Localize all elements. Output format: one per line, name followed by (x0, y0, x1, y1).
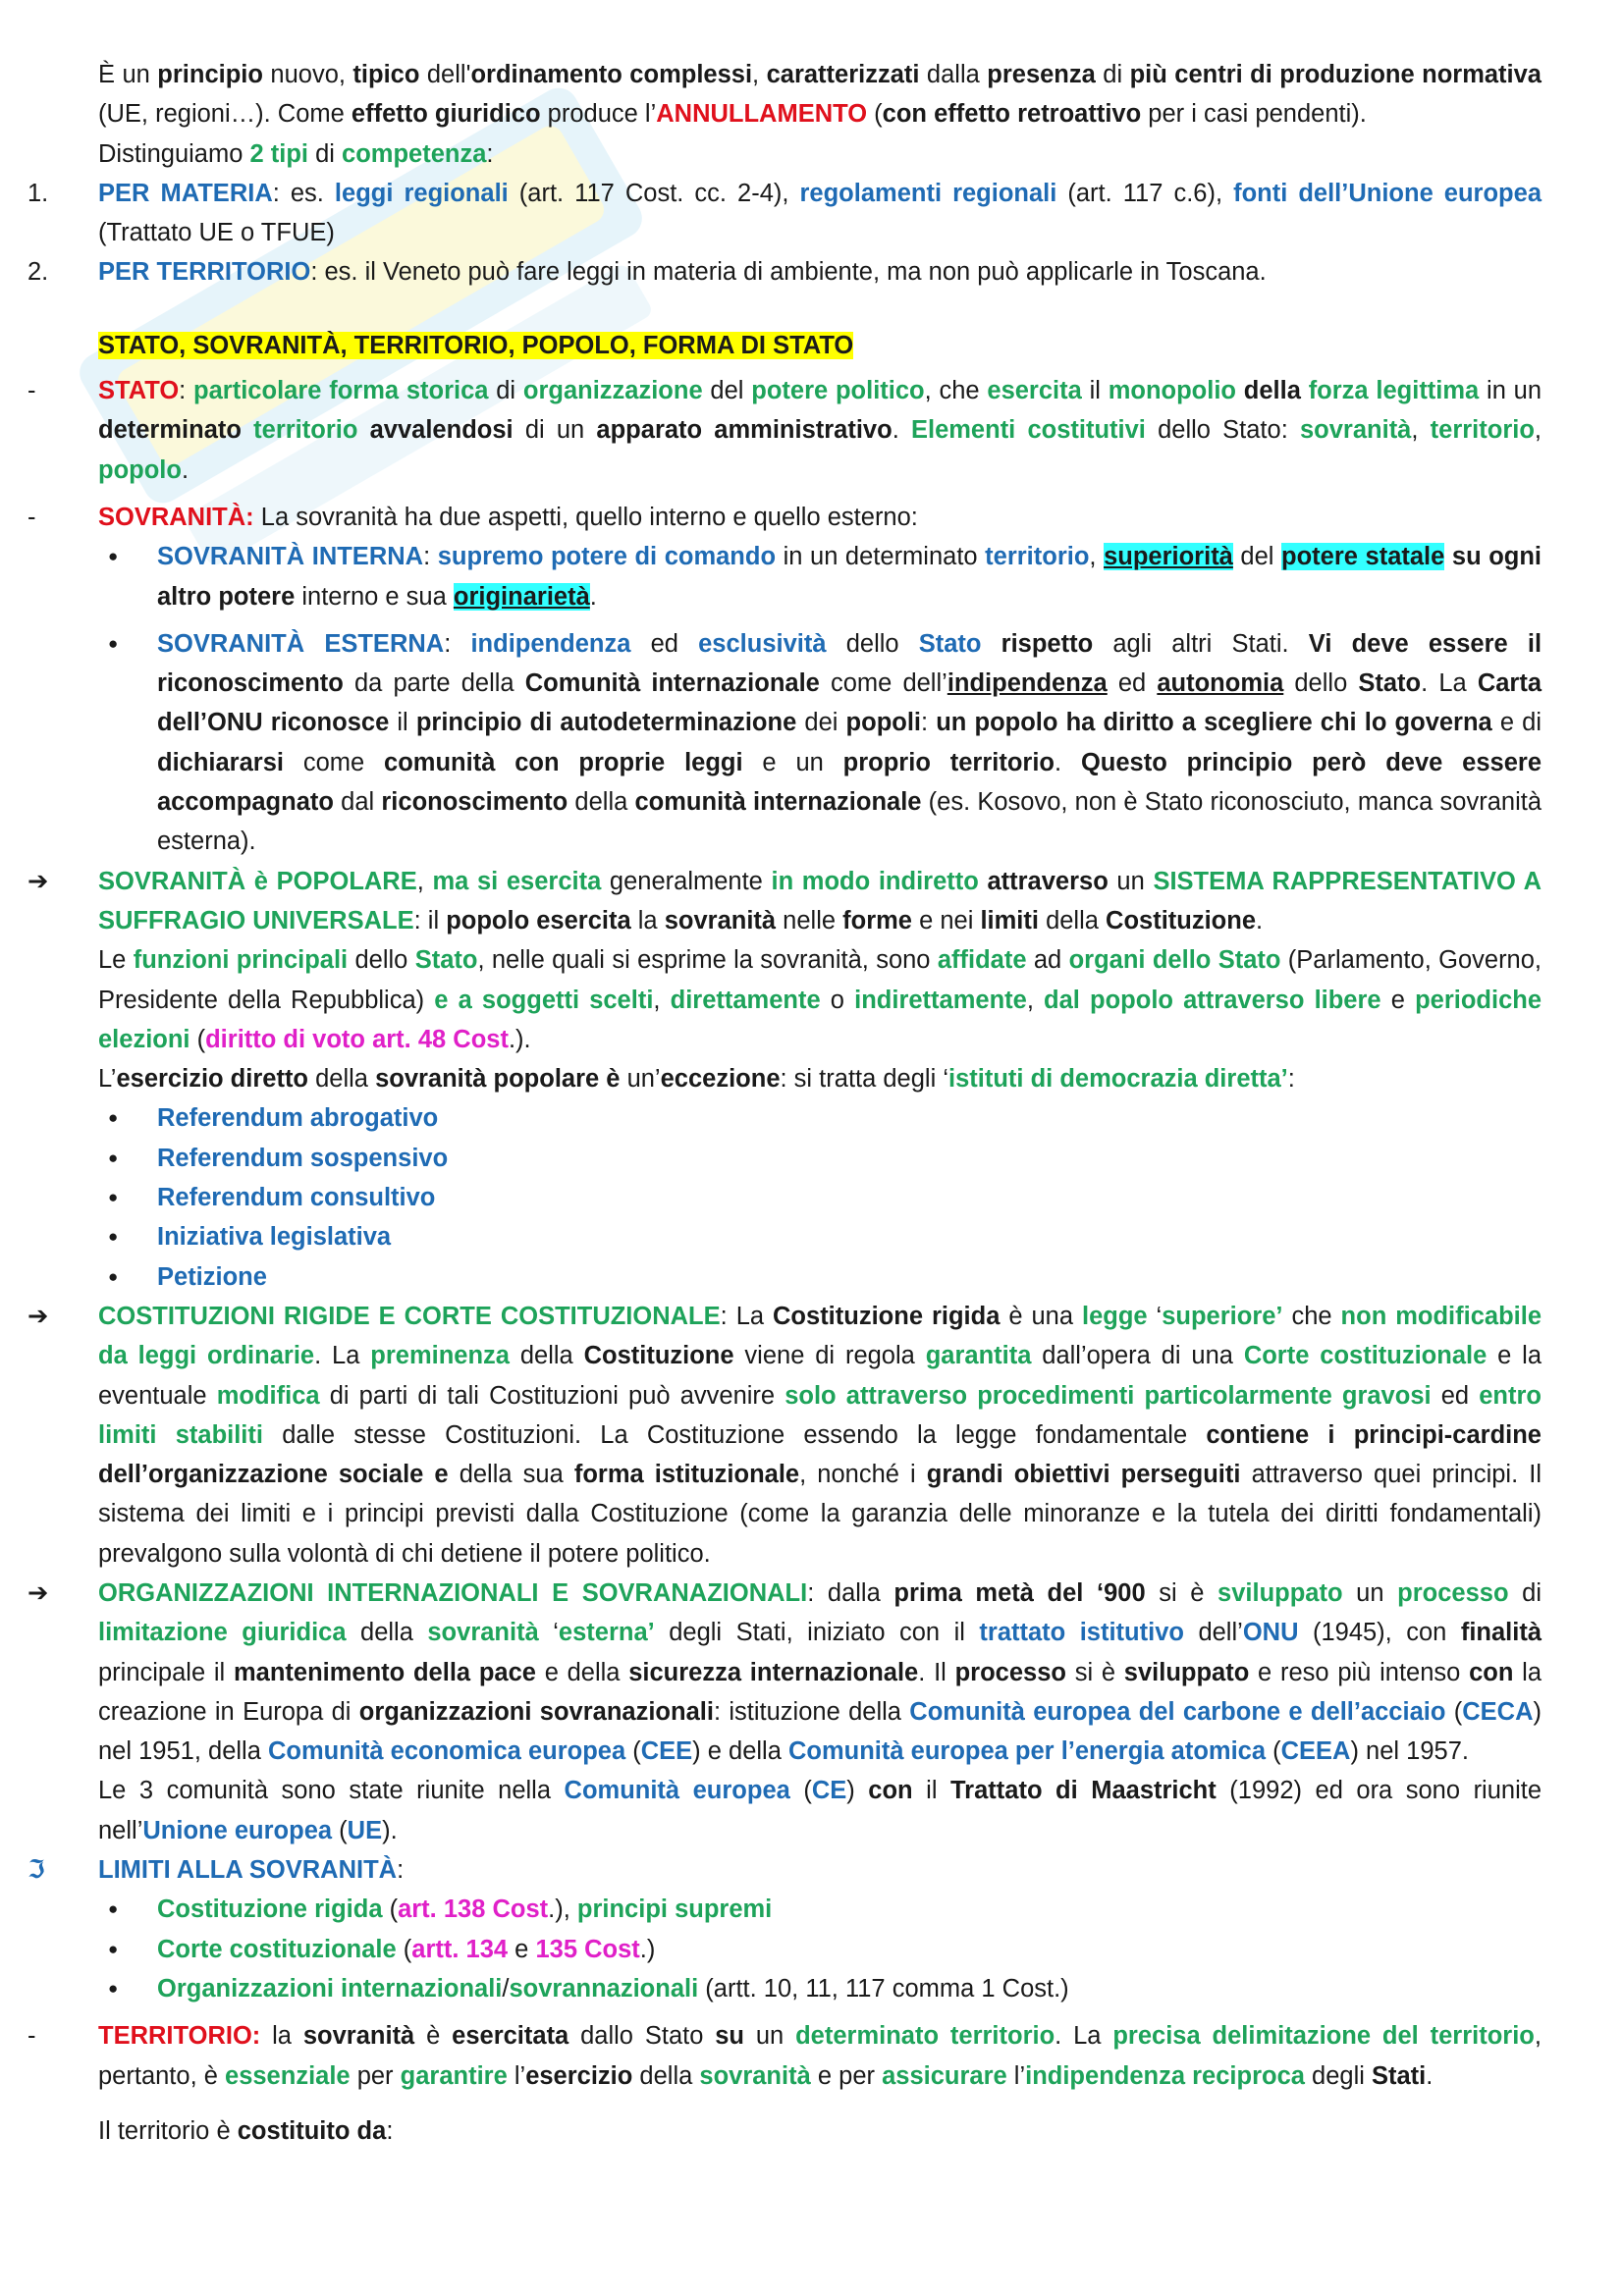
arrow-icon: ➔ (27, 867, 49, 895)
list-item: ● Iniziativa legislativa (98, 1217, 1542, 1256)
stato-definition: - STATO: particolare forma storica di organizzazione del potere politico, che esercita il monopolio della forza legittima in un determinato territorio avvalendosi di un apparato amministrativo. Elementi costitutivi dello Stato: sovranità, territorio, popolo. (27, 377, 1542, 484)
territorio-definition: - TERRITORIO: la sovranità è esercitata dallo Stato su un determinato territorio. La precisa delimitazione del territorio, pertanto, è essenziale per garantire l’esercizio della sovranità e per assicurare l’indipendenza reciproca degli Stati. (27, 2022, 1542, 2090)
intro-paragraph: È un principio nuovo, tipico dell'ordinamento complessi, caratterizzati dalla presenza di più centri di produzione normativa (UE, regioni…). Come effetto giuridico produce l’ANNULLAMENTO (con effetto retroattivo per i casi pendenti). (98, 61, 1542, 129)
comunita-paragraph: Le 3 comunità sono state riunite nella Comunità europea (CE) con il Trattato di Maastricht (1992) ed ora sono riunite nell’Unione europea (UE). (98, 1777, 1542, 1844)
territorio-costituito-line: Il territorio è costituito da: (98, 2116, 394, 2145)
section-heading: STATO, SOVRANITÀ, TERRITORIO, POPOLO, FORMA DI STATO (98, 331, 854, 359)
list-item: ● Referendum sospensivo (98, 1139, 1542, 1178)
limiti-sovranita: ℑ LIMITI ALLA SOVRANITÀ: (98, 1850, 1542, 1890)
funzioni-paragraph: Le funzioni principali dello Stato, nelle quali si esprime la sovranità, sono affidate ad organi dello Stato (Parlamento, Governo, Presidente della Repubblica) e a soggetti scelti, direttamente o indirettamente, dal popolo attraverso libere e periodiche elezioni (diritto di voto art. 48 Cost.). (98, 946, 1542, 1053)
arrow-icon: ➔ (27, 1578, 49, 1607)
competenza-territorio: 2. PER TERRITORIO: es. il Veneto può fare leggi in materia di ambiente, ma non può applicarle in Toscana. (27, 258, 1267, 287)
list-item: ● Costituzione rigida (art. 138 Cost.), principi supremi (98, 1890, 1542, 1929)
list-item: ● Referendum abrogativo (98, 1098, 1542, 1138)
list-item: ● Referendum consultivo (98, 1178, 1542, 1217)
sovranita-interna-item: ● SOVRANITÀ INTERNA: supremo potere di comando in un determinato territorio, superiorità del potere statale su ogni altro potere interno e sua originarietà. (98, 537, 1542, 616)
competenza-materia: 1. PER MATERIA: es. leggi regionali (art. 117 Cost. cc. 2-4), regolamenti regionali (art. 117 c.6), fonti dell’Unione europea (Trattato UE o TFUE) (27, 179, 1542, 247)
esercizio-diretto-line: L’esercizio diretto della sovranità popolare è un’eccezione: si tratta degli ‘istituti di democrazia diretta’: (98, 1065, 1295, 1094)
sovranita-esterna-item: ● SOVRANITÀ ESTERNA: indipendenza ed esclusività dello Stato rispetto agli altri Stati. Vi deve essere il riconoscimento da parte della Comunità internazionale come dell’indipendenza ed autonomia dello Stato. La Carta dell’ONU riconosce il principio di autodeterminazione dei popoli: un popolo ha diritto a scegliere chi lo governa e di dichiararsi come comunità con proprie leggi e un proprio territorio. Questo principio però deve essere accompagnato dal riconoscimento della comunità internazionale (es. Kosovo, non è Stato riconosciuto, manca sovranità esterna). (98, 624, 1542, 862)
fraktur-i-icon: ℑ (27, 1856, 45, 1885)
organizzazioni-internazionali: ➔ ORGANIZZAZIONI INTERNAZIONALI E SOVRANAZIONALI: dalla prima metà del ‘900 si è sviluppato un processo di limitazione giuridica della sovranità ‘esterna’ degli Stati, iniziato con il trattato istitutivo dell’ONU (1945), con finalità principale il mantenimento della pace e della sicurezza internazionale. Il processo si è sviluppato e reso più intenso con la creazione in Europa di organizzazioni sovranazionali: istituzione della Comunità europea del carbone e dell’acciaio (CECA) nel 1951, della Comunità economica europea (CEE) e della Comunità europea per l’energia atomica (CEEA) nel 1957. (98, 1574, 1542, 1771)
arrow-icon: ➔ (27, 1302, 49, 1330)
list-item: ● Petizione (98, 1257, 1542, 1297)
intro-types-line: Distinguiamo 2 tipi di competenza: (98, 139, 494, 168)
sovranita-definition: - SOVRANITÀ: La sovranità ha due aspetti, quello interno e quello esterno: (27, 503, 918, 531)
list-item: ● Organizzazioni internazionali/sovrannazionali (artt. 10, 11, 117 comma 1 Cost.) (98, 1969, 1542, 2008)
document-page (27, 55, 1542, 2151)
list-item: ● Corte costituzionale (artt. 134 e 135 Cost.) (98, 1930, 1542, 1969)
costituzioni-rigide: ➔ COSTITUZIONI RIGIDE E CORTE COSTITUZIONALE: La Costituzione rigida è una legge ‘superiore’ che non modificabile da leggi ordinarie. La preminenza della Costituzione viene di regola garantita dall’opera di una Corte costituzionale e la eventuale modifica di parti di tali Costituzioni può avvenire solo attraverso procedimenti particolarmente gravosi ed entro limiti stabiliti dalle stesse Costituzioni. La Costituzione essendo la legge fondamentale contiene i principi-cardine dell’organizzazione sociale e della sua forma istituzionale, nonché i grandi obiettivi perseguiti attraverso quei principi. Il sistema dei limiti e i principi previsti dalla Costituzione (come la garanzia delle minoranze e la tutela dei diritti fondamentali) prevalgono sulla volontà di chi detiene il potere politico. (98, 1297, 1542, 1574)
sovranita-popolare: ➔ SOVRANITÀ è POPOLARE, ma si esercita generalmente in modo indiretto attraverso un SISTEMA RAPPRESENTATIVO A SUFFRAGIO UNIVERSALE: il popolo esercita la sovranità nelle forme e nei limiti della Costituzione. (98, 862, 1542, 941)
